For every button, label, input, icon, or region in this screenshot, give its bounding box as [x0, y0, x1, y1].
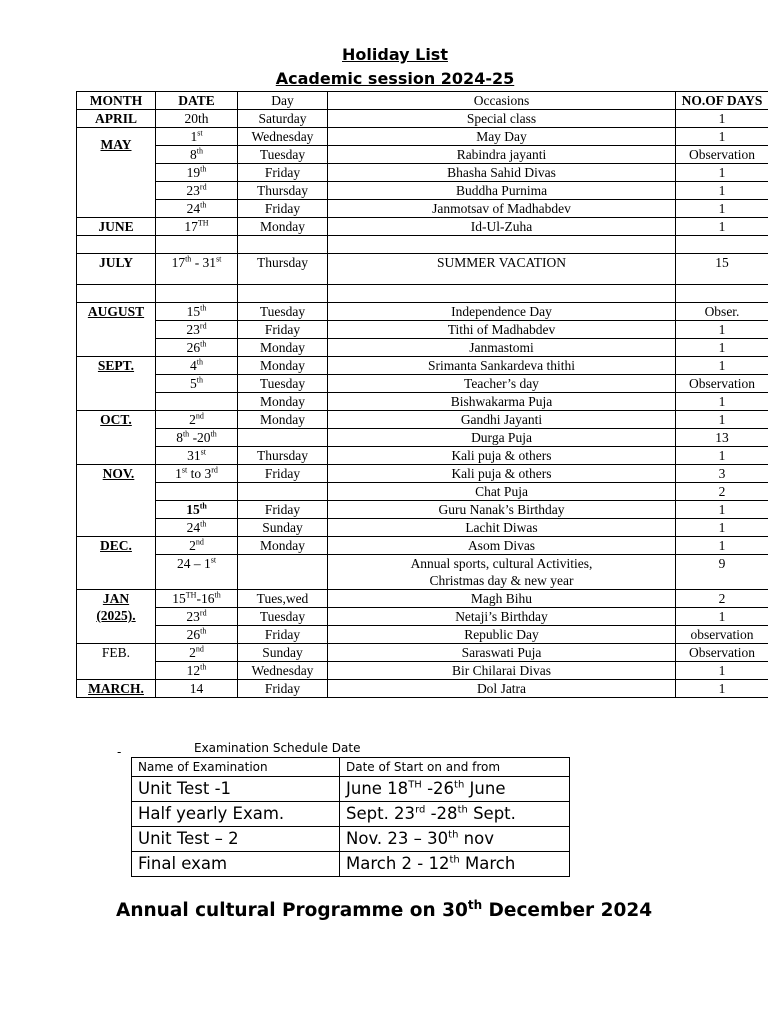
- occasion-cell: SUMMER VACATION: [328, 254, 676, 285]
- date-cell: 12th: [156, 662, 238, 680]
- exam-date: March 2 - 12th March: [340, 852, 570, 877]
- days-cell: 1: [676, 128, 768, 146]
- blank-row: [77, 236, 768, 254]
- date-cell: 8th: [156, 146, 238, 164]
- occasion-cell: Teacher’s day: [328, 375, 676, 393]
- table-row: [77, 164, 768, 182]
- day-cell: [238, 483, 328, 501]
- date-cell: 2nd: [156, 644, 238, 662]
- occasion-cell: Rabindra jayanti: [328, 146, 676, 164]
- table-row: [77, 626, 768, 644]
- date-cell: 23rd: [156, 321, 238, 339]
- occasion-cell: Special class: [328, 110, 676, 128]
- exam-row: [132, 777, 570, 802]
- day-cell: Thursday: [238, 254, 328, 285]
- day-cell: Monday: [238, 411, 328, 429]
- col-header-month: MONTH: [77, 92, 156, 110]
- col-header-days: NO.OF DAYS: [676, 92, 768, 110]
- date-cell: 31st: [156, 447, 238, 465]
- table-row: [77, 537, 768, 555]
- day-cell: Friday: [238, 680, 328, 698]
- occasion-cell: Netaji’s Birthday: [328, 608, 676, 626]
- days-cell: 1: [676, 447, 768, 465]
- day-cell: Monday: [238, 339, 328, 357]
- day-cell: [238, 555, 328, 590]
- table-row: [77, 339, 768, 357]
- exam-schedule-heading: Examination Schedule Date: [194, 741, 361, 755]
- page-subtitle: Academic session 2024-25: [275, 69, 515, 88]
- table-row: [77, 501, 768, 519]
- date-cell: 2nd: [156, 411, 238, 429]
- exam-name: Unit Test – 2: [132, 827, 340, 852]
- occasion-cell: Janmastomi: [328, 339, 676, 357]
- table-row: [77, 321, 768, 339]
- table-row: [77, 146, 768, 164]
- days-cell: 3: [676, 465, 768, 483]
- date-cell: [156, 393, 238, 411]
- occasion-cell: Independence Day: [328, 303, 676, 321]
- days-cell: 1: [676, 357, 768, 375]
- table-row: [77, 393, 768, 411]
- exam-col-name: Name of Examination: [132, 758, 340, 777]
- day-cell: Thursday: [238, 447, 328, 465]
- month-cell: MARCH.: [77, 680, 156, 698]
- day-cell: Sunday: [238, 644, 328, 662]
- table-row: [77, 429, 768, 447]
- day-cell: Friday: [238, 501, 328, 519]
- occasion-cell: Bhasha Sahid Divas: [328, 164, 676, 182]
- date-cell: 26th: [156, 626, 238, 644]
- occasion-cell: Lachit Diwas: [328, 519, 676, 537]
- day-cell: Tues,wed: [238, 590, 328, 608]
- table-row: [77, 218, 768, 236]
- table-row: [77, 375, 768, 393]
- date-cell: 15TH-16th: [156, 590, 238, 608]
- table-row: [77, 182, 768, 200]
- exam-name: Half yearly Exam.: [132, 802, 340, 827]
- days-cell: 13: [676, 429, 768, 447]
- occasion-cell: Annual sports, cultural Activities, Christmas day & new year: [328, 555, 676, 590]
- days-cell: Obser.: [676, 303, 768, 321]
- day-cell: Saturday: [238, 110, 328, 128]
- table-row: [77, 644, 768, 662]
- day-cell: [238, 429, 328, 447]
- days-cell: 15: [676, 254, 768, 285]
- occasion-cell: Kali puja & others: [328, 447, 676, 465]
- exam-row: [132, 802, 570, 827]
- date-cell: 1st: [156, 128, 238, 146]
- days-cell: 1: [676, 321, 768, 339]
- table-row: [77, 465, 768, 483]
- month-cell: AUGUST: [77, 303, 156, 357]
- occasion-cell: Kali puja & others: [328, 465, 676, 483]
- days-cell: 2: [676, 590, 768, 608]
- date-cell: 17TH: [156, 218, 238, 236]
- date-cell: 24th: [156, 519, 238, 537]
- occasion-cell: Chat Puja: [328, 483, 676, 501]
- day-cell: Friday: [238, 164, 328, 182]
- exam-row: [132, 852, 570, 877]
- occasion-cell: Dol Jatra: [328, 680, 676, 698]
- days-cell: 1: [676, 393, 768, 411]
- day-cell: Monday: [238, 357, 328, 375]
- days-cell: 1: [676, 182, 768, 200]
- month-cell: OCT.: [77, 411, 156, 465]
- occasion-cell: Bishwakarma Puja: [328, 393, 676, 411]
- exam-header-row: [132, 758, 570, 777]
- dash-mark: -: [117, 745, 122, 759]
- days-cell: Observation: [676, 644, 768, 662]
- occasion-cell: Durga Puja: [328, 429, 676, 447]
- occasion-cell: May Day: [328, 128, 676, 146]
- date-cell: 15th: [156, 501, 238, 519]
- day-cell: Wednesday: [238, 128, 328, 146]
- occasion-cell: Asom Divas: [328, 537, 676, 555]
- days-cell: Observation: [676, 146, 768, 164]
- occasion-cell: Republic Day: [328, 626, 676, 644]
- day-cell: Tuesday: [238, 303, 328, 321]
- day-cell: Monday: [238, 393, 328, 411]
- date-cell: 2nd: [156, 537, 238, 555]
- table-row: [77, 303, 768, 321]
- date-cell: 23rd: [156, 182, 238, 200]
- date-cell: [156, 483, 238, 501]
- day-cell: Sunday: [238, 519, 328, 537]
- exam-name: Final exam: [132, 852, 340, 877]
- occasion-cell: Buddha Purnima: [328, 182, 676, 200]
- days-cell: 1: [676, 200, 768, 218]
- exam-name: Unit Test -1: [132, 777, 340, 802]
- table-row: [77, 590, 768, 608]
- day-cell: Friday: [238, 465, 328, 483]
- table-row: [77, 680, 768, 698]
- occasion-cell: Gandhi Jayanti: [328, 411, 676, 429]
- date-cell: 4th: [156, 357, 238, 375]
- table-row: [77, 483, 768, 501]
- occasion-cell: Srimanta Sankardeva thithi: [328, 357, 676, 375]
- date-cell: 24th: [156, 200, 238, 218]
- exam-schedule-table: [131, 757, 570, 877]
- date-cell: 23rd: [156, 608, 238, 626]
- day-cell: Monday: [238, 537, 328, 555]
- days-cell: 1: [676, 519, 768, 537]
- exam-date: Nov. 23 – 30th nov: [340, 827, 570, 852]
- day-cell: Tuesday: [238, 146, 328, 164]
- days-cell: 1: [676, 411, 768, 429]
- table-row: [77, 411, 768, 429]
- month-cell: FEB.: [77, 644, 156, 680]
- days-cell: 1: [676, 218, 768, 236]
- day-cell: Friday: [238, 321, 328, 339]
- days-cell: 9: [676, 555, 768, 590]
- table-row: [77, 662, 768, 680]
- month-cell: DEC.: [77, 537, 156, 590]
- month-cell: JULY: [77, 254, 156, 285]
- days-cell: 1: [676, 662, 768, 680]
- day-cell: Friday: [238, 626, 328, 644]
- occasion-cell: Tithi of Madhabdev: [328, 321, 676, 339]
- cultural-programme-note: Annual cultural Programme on 30th December 2024: [116, 897, 653, 921]
- day-cell: Friday: [238, 200, 328, 218]
- date-cell: 24 – 1st: [156, 555, 238, 590]
- table-row: [77, 200, 768, 218]
- days-cell: 1: [676, 164, 768, 182]
- month-cell: JAN (2025).: [77, 590, 156, 644]
- days-cell: Observation: [676, 375, 768, 393]
- month-cell: NOV.: [77, 465, 156, 537]
- month-cell: JUNE: [77, 218, 156, 236]
- month-cell: MAY: [77, 128, 156, 218]
- occasion-cell: Bir Chilarai Divas: [328, 662, 676, 680]
- days-cell: observation: [676, 626, 768, 644]
- occasion-cell: Guru Nanak’s Birthday: [328, 501, 676, 519]
- date-cell: 26th: [156, 339, 238, 357]
- table-row: [77, 357, 768, 375]
- holiday-table: [76, 91, 768, 698]
- table-row: [77, 555, 768, 590]
- date-cell: 5th: [156, 375, 238, 393]
- days-cell: 2: [676, 483, 768, 501]
- blank-row: [77, 285, 768, 303]
- table-row: [77, 608, 768, 626]
- date-cell: 8th -20th: [156, 429, 238, 447]
- table-row: [77, 128, 768, 146]
- day-cell: Tuesday: [238, 608, 328, 626]
- occasion-cell: Id-Ul-Zuha: [328, 218, 676, 236]
- day-cell: Monday: [238, 218, 328, 236]
- exam-date: Sept. 23rd -28th Sept.: [340, 802, 570, 827]
- day-cell: Tuesday: [238, 375, 328, 393]
- col-header-day: Day: [238, 92, 328, 110]
- table-row: [77, 447, 768, 465]
- exam-row: [132, 827, 570, 852]
- days-cell: 1: [676, 501, 768, 519]
- occasion-cell: Janmotsav of Madhabdev: [328, 200, 676, 218]
- date-cell: 1st to 3rd: [156, 465, 238, 483]
- days-cell: 1: [676, 110, 768, 128]
- page-title: Holiday List: [342, 45, 448, 64]
- days-cell: 1: [676, 680, 768, 698]
- exam-date: June 18TH -26th June: [340, 777, 570, 802]
- date-cell: 17th - 31st: [156, 254, 238, 285]
- date-cell: 19th: [156, 164, 238, 182]
- table-row: [77, 254, 768, 285]
- date-cell: 20th: [156, 110, 238, 128]
- days-cell: 1: [676, 608, 768, 626]
- col-header-occasions: Occasions: [328, 92, 676, 110]
- date-cell: 14: [156, 680, 238, 698]
- date-cell: 15th: [156, 303, 238, 321]
- occasion-cell: Saraswati Puja: [328, 644, 676, 662]
- exam-col-date: Date of Start on and from: [340, 758, 570, 777]
- month-cell: APRIL: [77, 110, 156, 128]
- month-cell: SEPT.: [77, 357, 156, 411]
- occasion-cell: Magh Bihu: [328, 590, 676, 608]
- col-header-date: DATE: [156, 92, 238, 110]
- table-row: [77, 519, 768, 537]
- table-header-row: [77, 92, 768, 110]
- day-cell: Thursday: [238, 182, 328, 200]
- days-cell: 1: [676, 339, 768, 357]
- table-row: [77, 110, 768, 128]
- day-cell: Wednesday: [238, 662, 328, 680]
- days-cell: 1: [676, 537, 768, 555]
